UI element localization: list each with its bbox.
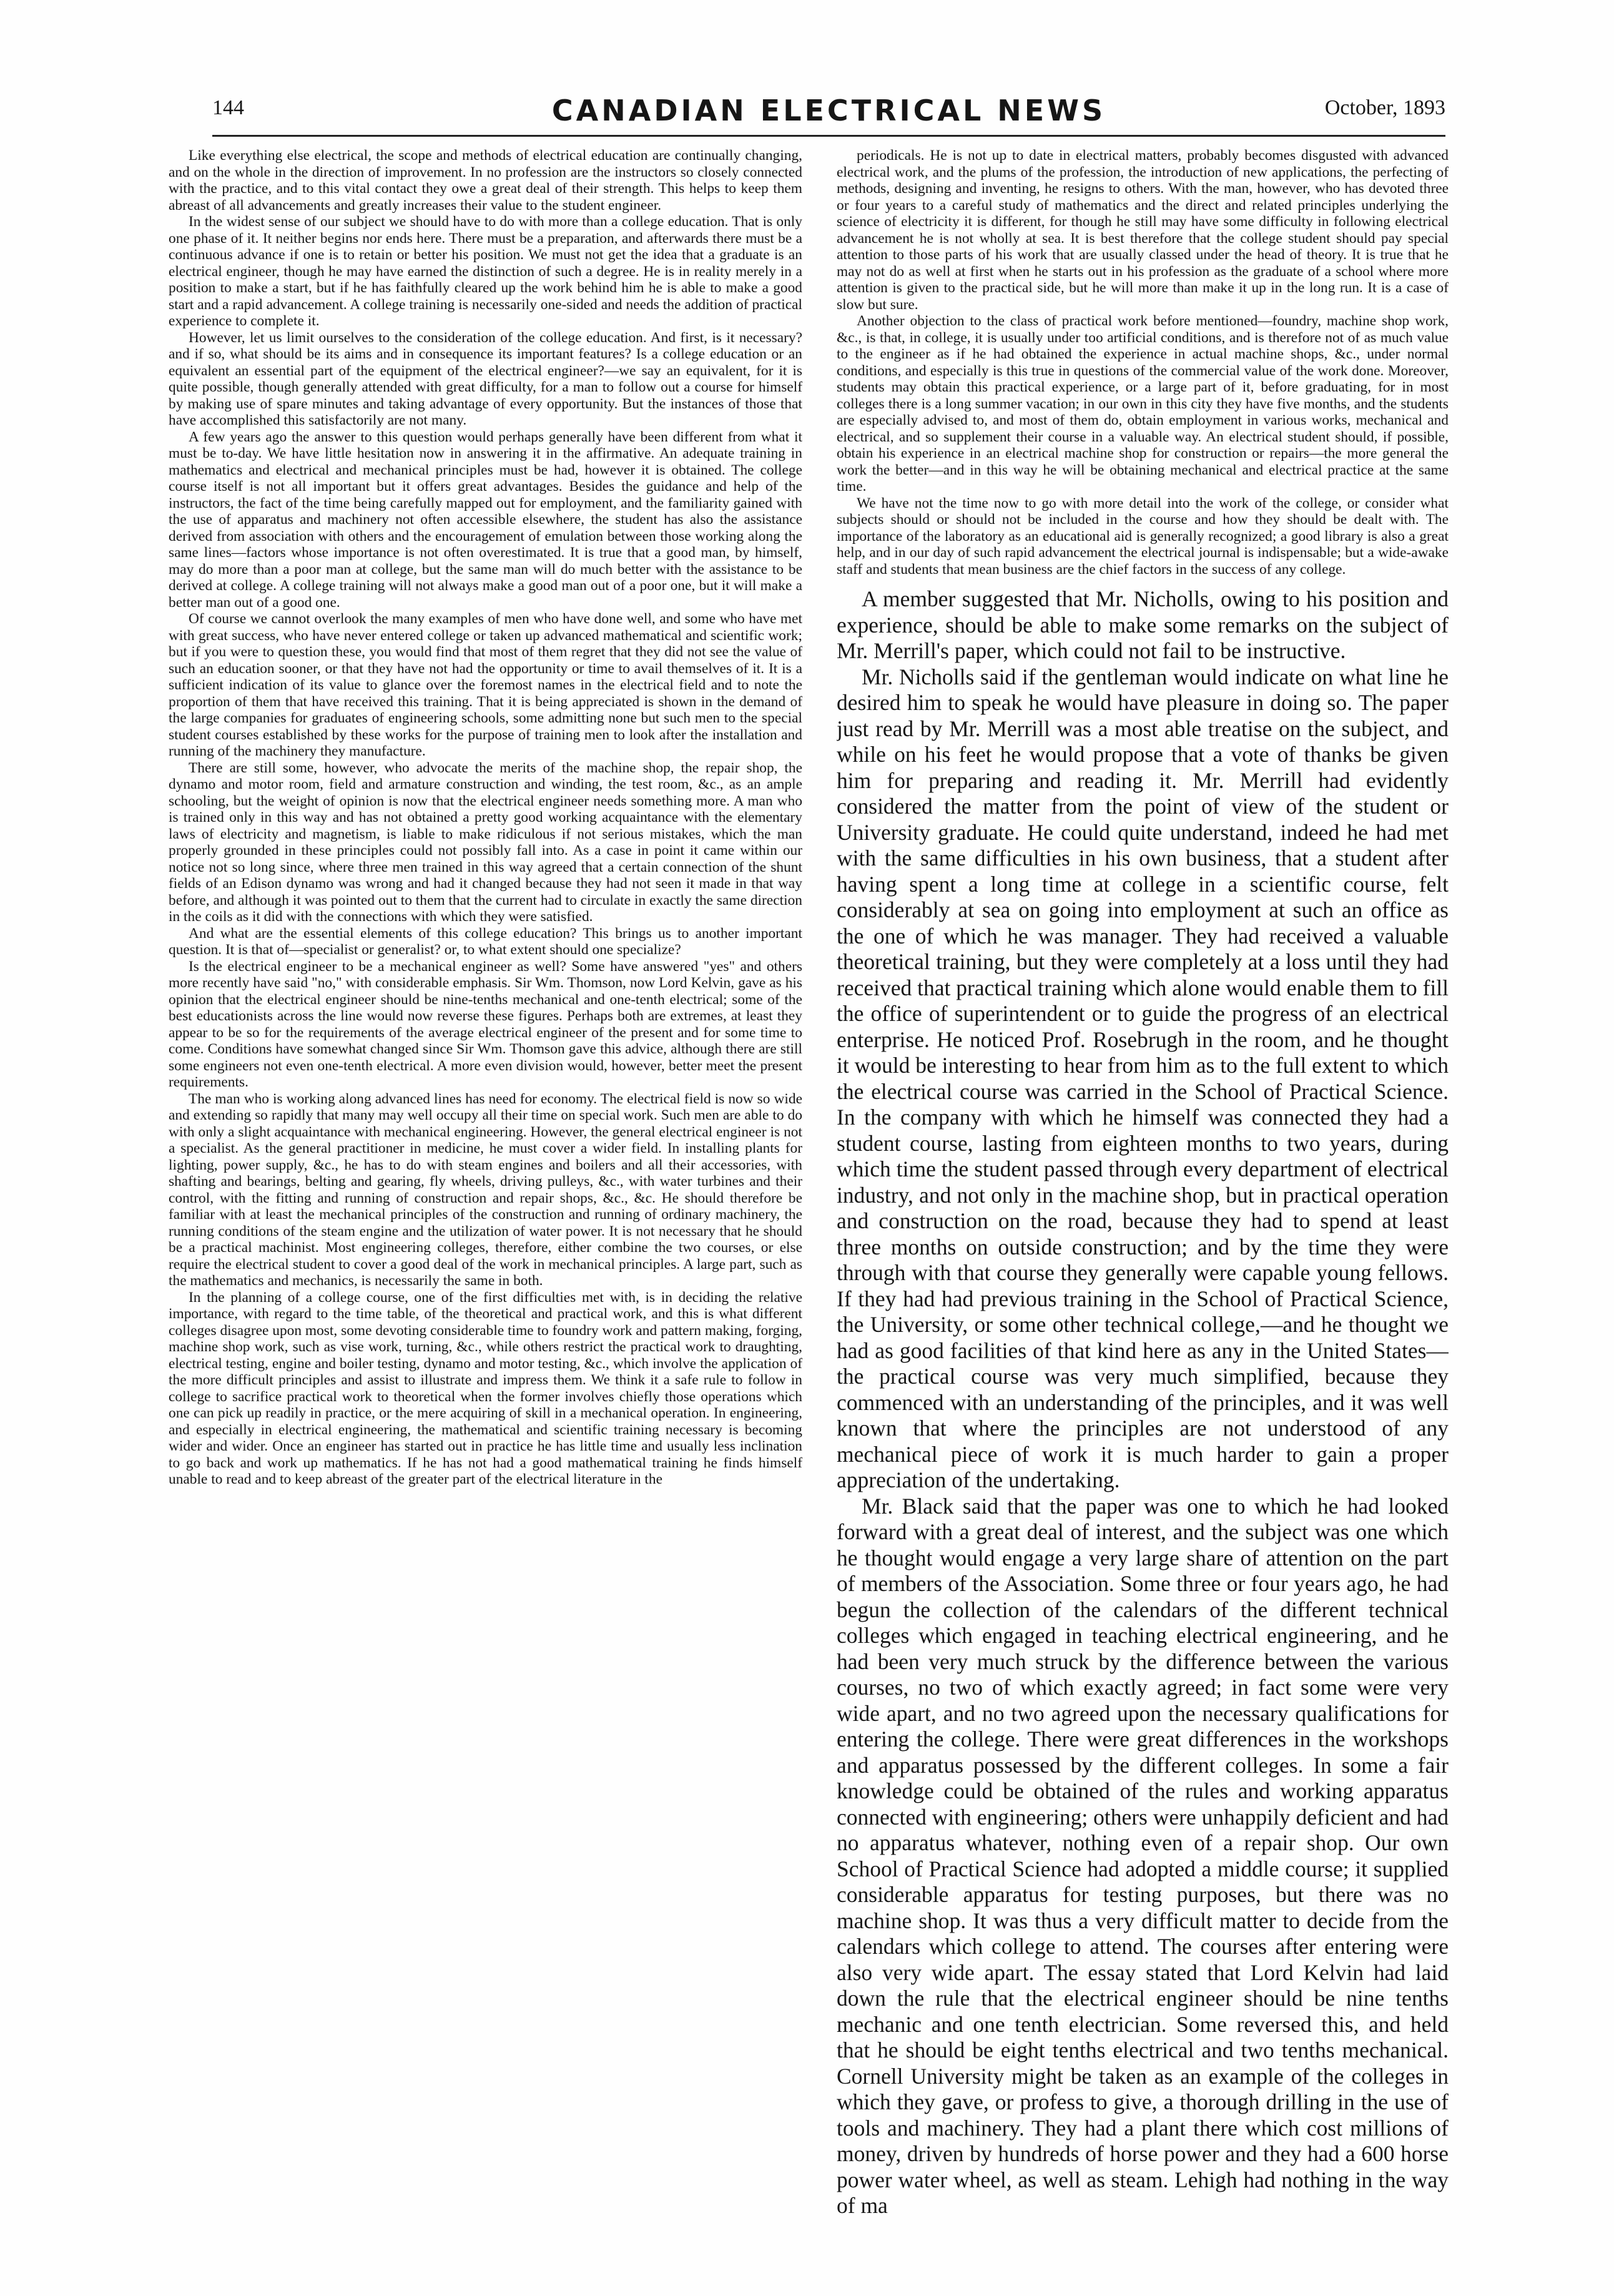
paragraph: Mr. Black said that the paper was one to which he had looked forward with a great deal of interest, and the subject was one which he thought would engage a very large share of attention on the part of members of the Association. Some three or four years ago, he had begun the collection of the calendars of the different technical colleges which engaged in teaching electrical engineering, and he had been very much struck by the difference between the various courses, no two of which exactly agreed; in fact some were very wide apart, and no two agreed upon the necessary qualifications for entering the college. There were great differences in the workshops and apparatus possessed by the different colleges. In some a fair knowledge could be obtained of the rules and working apparatus connected with engineering; others were unhappily deficient and had no apparatus whatever, nothing even of a repair shop. Our own School of Practical Science had adopted a middle course; it supplied considerable apparatus for testing purposes, but there was no machine shop. It was thus a very difficult matter to decide from the calendars which college to attend. The courses after entering were also very wide apart. The essay stated that Lord Kelvin had laid down the rule that the electrical engineer should be nine tenths mechanic and one tenth electrician. Some reversed this, and held that he should be eight tenths electrical and two tenths mechanical. Cornell University might be taken as an example of the colleges in which they gave, or profess to give, a thorough drilling in the use of tools and machinery. They had a plant there which cost millions of money, driven by hundreds of horse power and they had a 600 horse power water wheel, as well as steam. Lehigh had nothing in the way of ma — [837, 1493, 1449, 2218]
page-number: 144 — [212, 96, 244, 119]
header-rule — [212, 135, 1445, 137]
right-column — [837, 147, 1449, 2277]
paragraph: periodicals. He is not up to date in electrical matters, probably becomes disgusted with advanced electrical work, and the plums of the profession, the introduction of new applications, the perfecting of methods, designing and inventing, he resigns to others. With the man, however, who has devoted three or four years to a careful study of mathematics and the direct and related principles underlying the science of electricity it is different, for though he still may have some difficulty in following electrical advancement he is not wholly at sea. It is best therefore that the college student should pay special attention to those parts of his work that are usually classed under the head of theory. It is true that he may not do as well at first when he starts out in his profession as the graduate of a school where more attention is given to the practical side, but he will more than make it up in the long run. It is a case of slow but sure. — [837, 147, 1449, 313]
page-header — [212, 94, 1445, 137]
paragraph: However, let us limit ourselves to the consideration of the college education. And first, is it necessary? and if so, what should be its aims and in consequence its important features? Is a college education or an equivalent an essential part of the equipment of the electrical engineer?—we say an equivalent, for it is quite possible, though generally attended with great difficulty, for a man to follow out a course for himself by making use of spare minutes and taking advantage of every opportunity. But the instances of those that have accomplished this satisfactorily are not many. — [169, 329, 802, 428]
issue-date: October, 1893 — [1324, 96, 1445, 119]
paragraph: Mr. Nicholls said if the gentleman would indicate on what line he desired him to speak he would have pleasure in doing so. The paper just read by Mr. Merrill was a most able treatise on the subject, and while on his feet he would propose that a vote of thanks be given him for preparing and reading it. Mr. Merrill had evidently considered the matter from the point of view of the student or University graduate. He could quite understand, indeed he had met with the same difficulties in his own business, that a student after having spent a long time at college in a scientific course, felt considerably at sea on going into employment at such an office as the one of which he was manager. They had received a valuable theoretical training, but they were completely at a loss until they had received that practical training which alone would enable them to fill the office of superintendent or to guide the progress of an electrical enterprise. He noticed Prof. Rosebrugh in the room, and he thought it would be interesting to hear from him as to the full extent to which the electrical course was carried in the School of Practical Science. In the company with which he himself was connected they had a student course, lasting from eighteen months to two years, during which time the student passed through every department of electrical industry, and not only in the machine shop, but in practical operation and construction on the road, because they had to spend at least three months on outside construction; and by the time they were through with that course they generally were capable young fellows. If they had had previous training in the School of Practical Science, the University, or some other technical college,—and he thought we had as good facilities of that kind here as any in the United States—the practical course was very much simplified, because they commenced with an understanding of the principles, and it was well known that where the principles are not understood of any mechanical piece of work it is much harder to gain a proper appreciation of the undertaking. — [837, 664, 1449, 1492]
paragraph: We have not the time now to go with more detail into the work of the college, or consider what subjects should or should not be included in the course and how they should be dealt with. The importance of the laboratory as an educational aid is generally recognized; a good library is also a great help, and in our day of such rapid advancement the electrical journal is indispensable; but a wide-awake staff and students that mean business are the chief factors in the success of any college. — [837, 495, 1449, 578]
paragraph: Another objection to the class of practical work before mentioned—foundry, machine shop work, &c., is that, in college, it is usually under too artificial conditions, and is therefore not of as much value to the engineer as if he had obtained the experience in actual machine shops, &c., under normal conditions, and especially is this true in questions of the commercial value of the work done. Moreover, students may obtain this practical experience, or a large part of it, before graduating, for in most colleges there is a long summer vacation; in our own in this city they have five months, and the students are especially advised to, and most of them do, obtain employment in various works, mechanical and electrical, and so supplement their course in a valuable way. An electrical student should, if possible, obtain his experience in an electrical machine shop for construction or repairs—the more general the work the better—and in this way he will be obtaining mechanical and electrical practice at the same time. — [837, 313, 1449, 495]
paragraph: There are still some, however, who advocate the merits of the machine shop, the repair shop, the dynamo and motor room, field and armature construction and winding, the test room, &c., as an ample schooling, but the weight of opinion is now that the electrical engineer needs something more. A man who is trained only in this way and has not obtained a pretty good working acquaintance with the elementary laws of electricity and magnetism, is liable to make ridiculous if not serious mistakes, which the man properly grounded in these principles could not possibly fall into. As a case in point it came within our notice not so long since, where three men trained in this way agreed that a certain connection of the shunt fields of an Edison dynamo was wrong and had it changed because they had not seen it made in that way before, and although it was pointed out to them that the current had to circulate in exactly the same direction in the coils as it did with the connections with which they were satisfied. — [169, 759, 802, 925]
journal-title: CANADIAN ELECTRICAL NEWS — [551, 94, 1106, 127]
paragraph: Of course we cannot overlook the many examples of men who have done well, and some who have met with great success, who have never entered college or taken up advanced mathematical and scientific work; but if you were to question these, you would find that most of them regret that they did not see the value of such an education sooner, or that they have not had the opportunity or time to avail themselves of it. It is a sufficient indication of its value to glance over the foremost names in the electrical field and to note the proportion of them that have received this training. That it is being appreciated is shown in the demand of the large companies for graduates of engineering schools, some admitting none but such men to the special student courses established by these works for the purpose of training men to look after the installation and running of the machinery they manufacture. — [169, 611, 802, 759]
discussion-section — [837, 586, 1449, 2219]
left-column — [169, 147, 802, 2277]
article-conclusion — [837, 147, 1449, 578]
paragraph: Is the electrical engineer to be a mechanical engineer as well? Some have answered "yes" and others more recently have said "no," with considerable emphasis. Sir Wm. Thomson, now Lord Kelvin, gave as his opinion that the electrical engineer should be nine-tenths mechanical and one-tenth electrical; some of the best educationists across the line would now reverse these figures. Perhaps both are extremes, at least they appear to be so for the requirements of the average electrical engineer of the present and for some time to come. Conditions have somewhat changed since Sir Wm. Thomson gave this advice, although there are still some engineers not even one-tenth electrical. A more even division would, however, better meet the present requirements. — [169, 958, 802, 1090]
paragraph: In the planning of a college course, one of the first difficulties met with, is in deciding the relative importance, with regard to the time table, of the theoretical and practical work, and this is what different colleges disagree upon most, some devoting considerable time to foundry work and pattern making, forging, machine shop work, such as vise work, turning, &c., while others restrict the practical work to draughting, electrical testing, engine and boiler testing, dynamo and motor testing, &c., which involve the application of the more difficult principles and assist to illustrate and impress them. We think it a safe rule to follow in college to sacrifice practical work to theoretical when the former involves chiefly those operations which one can pick up readily in practice, or the mere acquiring of skill in a mechanical operation. In engineering, and especially in electrical engineering, the mathematical and scientific training necessary is becoming wider and wider. Once an engineer has started out in practice he has little time and usually less inclination to go back and work up mathematics. If he has not had a good mathematical training he finds himself unable to read and to keep abreast of the greater part of the electrical literature in the — [169, 1289, 802, 1487]
paragraph: And what are the essential elements of this college education? This brings us to another important question. It is that of—specialist or generalist? or, to what extent should one specialize? — [169, 925, 802, 958]
paragraph: A few years ago the answer to this question would perhaps generally have been different from what it must be to-day. We have little hesitation now in answering it in the affirmative. An adequate training in mathematics and electrical and mechanical principles must be had, however it is obtained. The college course itself is not all important but it offers great advantages. Besides the guidance and help of the instructors, the fact of the time being carefully mapped out for employment, and the familiarity gained with the use of apparatus and machinery not often accessible elsewhere, the student has also the assistance derived from association with others and the encouragement of emulation between those working along the same lines—factors whose importance is not often overestimated. It is true that a good man, by himself, may do more than a poor man at college, but the same man will do much better with the assistance to be derived at college. A college training will not always make a good man out of a poor one, but it will make a better man out of a good one. — [169, 428, 802, 611]
paragraph: A member suggested that Mr. Nicholls, owing to his position and experience, should be able to make some remarks on the subject of Mr. Merrill's paper, which could not fail to be instructive. — [837, 586, 1449, 663]
paragraph: In the widest sense of our subject we should have to do with more than a college education. That is only one phase of it. It neither begins nor ends here. There must be a preparation, and afterwards there must be a continuous advance if one is to retain or better his position. We must not get the idea that a graduate is an electrical engineer, though he may have earned the distinction of such a degree. He is in reality merely in a position to make a start, but if he has faithfully cleared up the work behind him he is able to make a good start and a rapid advancement. A college training is necessarily one-sided and needs the addition of practical experience to complete it. — [169, 214, 802, 329]
paragraph: Like everything else electrical, the scope and methods of electrical education are continually changing, and on the whole in the direction of improvement. In no profession are the instructors so closely connected with the practice, and to this vital contact they owe a great deal of their strength. This helps to keep them abreast of all advancements and greatly increases their value to the student engineer. — [169, 147, 802, 214]
paragraph: The man who is working along advanced lines has need for economy. The electrical field is now so wide and extending so rapidly that many may well occupy all their time on special work. Such men are able to do with only a slight acquaintance with mechanical engineering. However, the general electrical engineer is not a specialist. As the general practitioner in medicine, he must cover a wider field. In installing plants for lighting, power supply, &c., he has to do with steam engines and boilers and all their accessories, with shafting and bearings, belting and gearing, fly wheels, driving pulleys, &c., with water turbines and their control, with the fitting and running of construction and repair shops, &c., &c. He should therefore be familiar with at least the mechanical principles of the construction and running of ordinary machinery, the running conditions of the steam engine and the utilization of water power. It is not necessary that he should be a practical machinist. Most engineering colleges, therefore, either combine the two courses, or else require the electrical student to cover a good deal of the work in mechanical principles. A large part, such as the mathematics and mechanics, is necessarily the same in both. — [169, 1090, 802, 1289]
